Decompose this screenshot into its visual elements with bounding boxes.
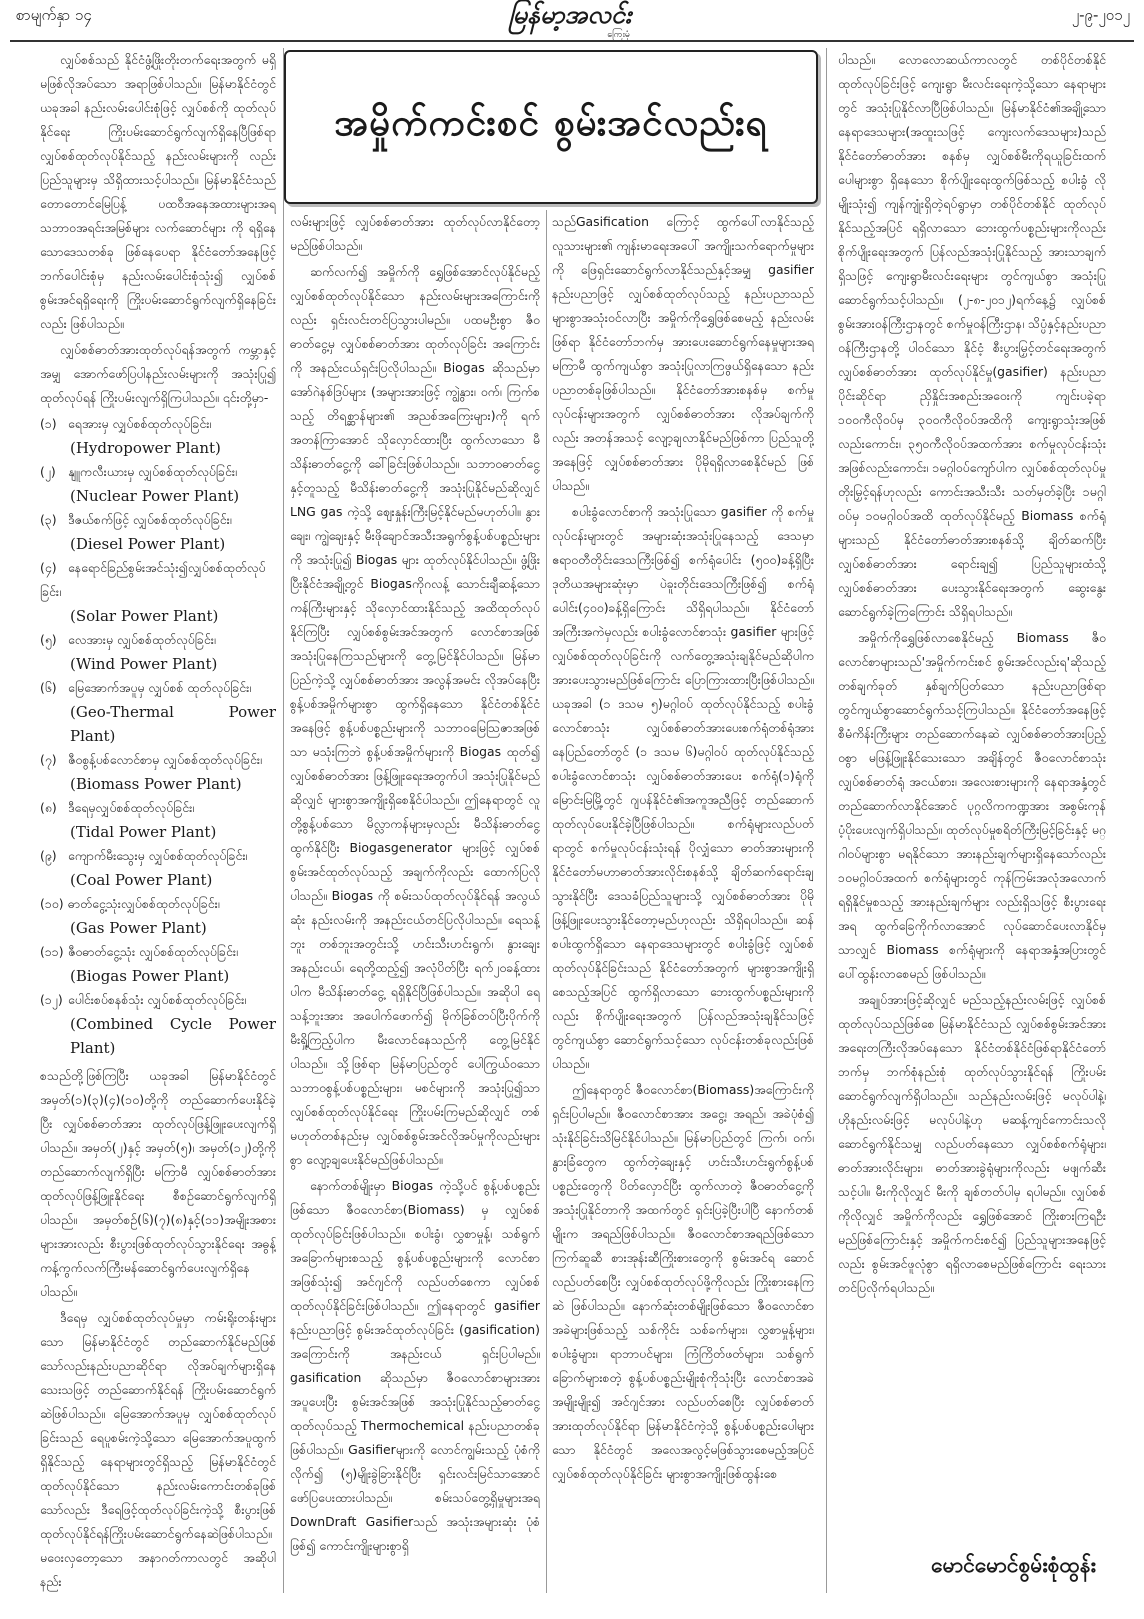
article-title: အမှိုက်ကင်းစင် စွမ်းအင်လည်းရ (334, 101, 768, 144)
power-plant-list (40, 412, 276, 1060)
article-title-box (284, 50, 818, 204)
list-item: (၄) နေရောင်ခြည်စွမ်းအင်သုံး၍လျှပ်စစ်ထုတ်လုပ်ခြင်း၊ (Solar Power Plant) (40, 560, 266, 625)
list-item: (၁) ရေအားမှ လျှပ်စစ်ထုတ်လုပ်ခြင်း၊ (Hydropower Plant) (40, 416, 221, 457)
masthead-logo (470, 0, 670, 40)
paragraph: ဆက်လက်၍ အမှိုက်ကို ရွှေဖြစ်အောင်လုပ်နိုင်မည့် လျှပ်စစ်ထုတ်လုပ်နိုင်သော နည်းလမ်းများအကြောင်းကိုလည်း ရှင်းလင်းတင်ပြသွားပါမည်။ ပထမဦးစွာ ဇီဝဓာတ်ငွေ့မှ လျှပ်စစ်ဓာတ်အား ထုတ်လုပ်ခြင်း အကြောင်းကို အနည်းငယ်ရှင်းပြလိုပါသည်။ Biogas ဆိုသည်မှာ အော်ဂဲနစ်ဒြပ်များ (အများအားဖြင့် ကျွဲနွား၊ ဝက်၊ ကြက်စသည့် တိရစ္ဆာန်များ၏ အညစ်အကြေးများ)ကို ရက်အတန်ကြာအောင် သိုလှောင်ထားပြီး ထွက်လာသော မီသိန်းဓာတ်ငွေ့ကို ခေါ်ခြင်းဖြစ်ပါသည်။ သဘာဝဓာတ်ငွေ့နှင့်တူသည့် မီသိန်းဓာတ်ငွေ့ကို အသုံးပြုနိုင်မည်ဆိုလျှင် LNG gas ကဲ့သို့ ဈေးနှုန်းကြီးမြင့်နိုင်မည်မဟုတ်ပါ။ နွားချေး၊ ကျွဲချေးနှင့် မီးဖိုချောင်အသီးအရွက်စွန့်ပစ်ပစ္စည်းများကို အသုံးပြု၍ Biogas များ ထုတ်လုပ်နိုင်ပါသည်။ ဖွံ့ဖြိုးပြီးနိုင်ငံအချို့တွင် Biogasကိုဂလန့် သောင်းချီဆန့်သော ကန်ကြီးများနှင့် သိုလှောင်ထားနိုင်သည့် အထိထုတ်လုပ်နိုင်ကြပြီး လျှပ်စစ်စွမ်းအင်အတွက် လောင်စာအဖြစ် အသုံးပြုနေကြသည်များကို တွေ့မြင်နိုင်ပါသည်။ မြန်မာပြည်ကဲ့သို့ လျှပ်စစ်ဓာတ်အား အလွန်အမင်း လိုအပ်နေပြီး စွန့်ပစ်အမှိုက်များစွာ ထွက်ရှိနေသော နိုင်ငံတစ်နိုင်ငံအနေဖြင့် စွန့်ပစ်ပစ္စည်းများကို သဘာဝမြေသြဇာအဖြစ်သာ မသုံးကြဘဲ စွန့်ပစ်အမှိုက်များကို Biogas ထုတ်၍ လျှပ်စစ်ဓာတ်အား ဖြန့်ဖြူးရေးအတွက်ပါ အသုံးပြုနိုင်မည်ဆိုလျှင် များစွာအကျိုးရှိစေနိုင်ပါသည်။ ဤနေရာတွင် လူတို့စွန့်ပစ်သော မိလ္လာကန်များမှလည်း မီသိန်းဓာတ်ငွေ့ထွက်နိုင်ပြီး Biogasgenerator များဖြင့် လျှပ်စစ်စွမ်းအင်ထုတ်လုပ်သည့် အချက်ကိုလည်း ထောက်ပြလိုပါသည်။ Biogas ကို စမ်းသပ်ထုတ်လုပ်နိုင်ရန် အလွယ်ဆုံး နည်းလမ်းကို အနည်းငယ်တင်ပြလိုပါသည်။ ရေသန့်ဘူး တစ်ဘူးအတွင်းသို့ ဟင်းသီးဟင်းရွက်၊ နွားချေးအနည်းငယ်၊ ရေတို့ထည့်၍ အလုံပိတ်ပြီး ရက်၂၀ခန့်ထားပါက မီသိန်းဓာတ်ငွေ့ ရရှိနိုင်ပြီဖြစ်ပါသည်။ အဆိုပါ ရေသန့်ဘူးအား အပေါက်ဖောက်၍ မိုက်ခြစ်တပ်ပြီးပိုက်ကိုမီးရှို့ကြည့်ပါက မီးလောင်နေသည်ကို တွေ့မြင်နိုင်ပါသည်။ သို့ဖြစ်ရာ မြန်မာပြည်တွင် ပေါကြွယ်ဝသော သဘာဝစွန့်ပစ်ပစ္စည်းများ၊ မစင်များကို အသုံးပြု၍သာ လျှပ်စစ်ထုတ်လုပ်နိုင်ရေး ကြိုးပမ်းကြမည်ဆိုလျှင် တစ်မဟုတ်တစ်နည်းမှ လျှပ်စစ်စွမ်းအင်လိုအပ်မှုကိုလည်းများစွာ လျော့ချပေးနိုင်မည်ဖြစ်ပါသည်။ (290, 264, 540, 1167)
paragraph: ဤနေရာတွင် ဇီဝလောင်စာ(Biomass)အကြောင်းကို ရှင်းပြပါမည်။ ဇီဝလောင်စာအား အငွေ့၊ အရည်၊ အခဲပုံစံ၍ သုံးနိုင်ခြင်းသိမြင်နိုင်ပါသည်။ မြန်မာပြည်တွင် ကြက်၊ ဝက်၊ နွားခြံတွေက ထွက်တဲ့ချေးနှင့် ဟင်းသီးဟင်းရွက်စွန့်ပစ်ပစ္စည်းတွေကို ပိတ်လှောင်ပြီး ထွက်လာတဲ့ ဇီဝဓာတ်ငွေ့ကိုအသုံးပြုနိုင်တာကို အထက်တွင် ရှင်းပြခဲ့ပြီးပါပြီ နောက်တစ်မျိုးက အရည်ဖြစ်ပါသည်။ ဇီဝလောင်စာအရည်ဖြစ်သော ကြက်ဆူဆီ စားအုန်းဆီကြိုးစားတွေကို စွမ်းအင်ရ ဆောင်လည်ပတ်စေပြီး လျှပ်စစ်ထုတ်လုပ်ဖို့ကိုလည်း ကြိုးစားနေကြဆဲ ဖြစ်ပါသည်။ နောက်ဆုံးတစ်မျိုးဖြစ်သော ဇီဝလောင်စာအခဲများဖြစ်သည့် သစ်ကိုင်း သစ်ခက်များ၊ လွှစာမှုန့်များ၊ စပါးခွံများ၊ ရာဘာပင်များ၊ ကြံကြိတ်ဖတ်များ၊ သစ်ရွက်ခြောက်များစတဲ့ စွန့်ပစ်ပစ္စည်းမျိုးစုံကိုသုံးပြီး လောင်စာအခဲအမျိုးမျိုး၍ အင်ဂျင်အား လည်ပတ်စေပြီး လျှပ်စစ်ဓာတ်အားထုတ်လုပ်နိုင်ရာ မြန်မာနိုင်ငံကဲ့သို့ စွန့်ပစ်ပစ္စည်းပေါများသော နိုင်ငံတွင် အလေအလွင့်မဖြစ်သွားစေမည့်အပြင် လျှပ်စစ်ထုတ်လုပ်နိုင်ခြင်း များစွာအကျိုးဖြစ်ထွန်းစေ (552, 1082, 814, 1481)
masthead-subtitle: ကြေးမုံ (607, 30, 630, 40)
masthead-title: မြန်မာ့အလင်း (508, 0, 632, 29)
column-divider (546, 210, 547, 1593)
article-column-4 (838, 48, 1106, 1538)
header-rule (10, 40, 1134, 42)
article-column-2 (290, 210, 540, 1593)
paragraph: စသည်တို့ဖြစ်ကြပြီး ယခုအခါ မြန်မာနိုင်ငံတွင် အမှတ်(၁)(၃)(၄)(၁၀)တို့ကို တည်ဆောက်ပေးနိုင်ခဲ့ပြီး လျှပ်စစ်ဓာတ်အား ထုတ်လုပ်ဖြန့်ဖြူးပေးလျက်ရှိပါသည်။ အမှတ်(၂)နှင့် အမှတ်(၅)၊ အမှတ်(၁၂)တို့ကို တည်ဆောက်လျက်ရှိပြီး မကြာမီ လျှပ်စစ်ဓာတ်အား ထုတ်လုပ်ဖြန့်ဖြူးနိုင်ရေး စီစဉ်ဆောင်ရွက်လျက်ရှိပါသည်။ အမှတ်စဉ်(၆)(၇)(၈)နှင့်(၁၁)အမျိုးအစားများအားလည်း စီးပွားဖြစ်ထုတ်လုပ်သွားနိုင်ရေး အဓွန့်ကန့်ကွက်လက်ကြီးမန်ဆောင်ရွက်ပေးလျက်ရှိနေပါသည်။ (40, 1068, 276, 1299)
paragraph: စပါးခွံလောင်စာကို အသုံးပြုသော gasifier ကို စက်မှုလုပ်ငန်းများတွင် အများဆုံးအသုံးပြုနေသည့် ဒေသမှာ ဧရာဝတီတိုင်းဒေသကြီးဖြစ်၍ စက်ရုံပေါင်း (၅၀၀)ခန့်ရှိပြီး ဒုတိယအများဆုံးမှာ ပဲခူးတိုင်းဒေသကြီးဖြစ်၍ စက်ရုံပေါင်း(၄၀၀)ခန့်ရှိကြောင်း သိရှိရပါသည်။ နိုင်ငံတော်အကြီးအကဲမှလည်း စပါးခွံလောင်စာသုံး gasifier များဖြင့် လျှပ်စစ်ထုတ်လုပ်ခြင်းကို လက်တွေ့အသုံးချနိုင်မည်ဆိုပါက အားပေးသွားမည်ဖြစ်ကြောင်း ပြောကြားထားပြီးဖြစ်ပါသည်။ ယခုအခါ (၁ ဒသမ ၅)မဂ္ဂါဝပ် ထုတ်လုပ်နိုင်သည့် စပါးခွံလောင်စာသုံး လျှပ်စစ်ဓာတ်အားပေးစက်ရုံတစ်ရုံအား နေပြည်တော်တွင် (၁ ဒသမ ၆)မဂ္ဂါဝပ် ထုတ်လုပ်နိုင်သည့် စပါးခွံလောင်စာသုံး လျှပ်စစ်ဓာတ်အားပေး စက်ရုံ(၁)ရုံကို မြောင်းမြမြို့တွင် ဂျပန်နိုင်ငံ၏အကူအညီဖြင့် တည်ဆောက်ထုတ်လုပ်ပေးနိုင်ခဲ့ပြီဖြစ်ပါသည်။ စက်ရုံများလည်ပတ်ရာတွင် စက်မှုလုပ်ငန်းသုံးရန် ပိုလျှံသော ဓာတ်အားများကို နိုင်ငံတော်မဟာဓာတ်အားလိုင်းစနစ်သို့ ချိတ်ဆက်ရောင်းချသွားနိုင်ပြီး ဒေသခံပြည်သူများသို့ လျှပ်စစ်ဓာတ်အား ပိုမိုဖြန့်ဖြူးပေးသွားနိုင်တော့မည်ဟုလည်း သိရှိရပါသည်။ ဆန်စပါးထွက်ရှိသော နေရာဒေသများတွင် စပါးခွံဖြင့် လျှပ်စစ်ထုတ်လုပ်နိုင်ခြင်းသည် နိုင်ငံတော်အတွက် များစွာအကျိုးရှိစေသည့်အပြင် ထွက်ရှိလာသော ဘေးထွက်ပစ္စည်းများကိုလည်း စိုက်ပျိုးရေးအတွက် ပြန်လည်အသုံးချနိုင်သဖြင့် တွင်ကျယ်စွာ ဆောင်ရွက်သင့်သော လုပ်ငန်းတစ်ခုလည်းဖြစ်ပါသည်။ (552, 504, 814, 1071)
list-item: (၇) ဇီဝစွန့်ပစ်လောင်စာမှ လျှပ်စစ်ထုတ်လုပ်ခြင်း၊ (Biomass Power Plant) (40, 752, 262, 793)
list-item: (၆) မြေအောက်အပူမှ လျှပ်စစ် ထုတ်လုပ်ခြင်း၊ (Geo-Thermal Power Plant) (40, 680, 276, 745)
list-item: (၃) ဒီဇယ်စက်ဖြင့် လျှပ်စစ်ထုတ်လုပ်ခြင်း၊ (Diesel Power Plant) (40, 512, 232, 553)
article-column-1 (40, 48, 276, 1593)
column-divider (826, 48, 827, 1593)
list-item: (၉) ကျောက်မီးသွေးမှ လျှပ်စစ်ထုတ်လုပ်ခြင်း၊ (Coal Power Plant) (40, 848, 248, 889)
article-column-3 (552, 210, 814, 1593)
paragraph: လျှပ်စစ်သည် နိုင်ငံဖွံ့ဖြိုးတိုးတက်ရေးအတွက် မရှိမဖြစ်လိုအပ်သော အရာဖြစ်ပါသည်။ မြန်မာနိုင်ငံတွင် ယခုအခါ နည်းလမ်းပေါင်းစုံဖြင့် လျှပ်စစ်ကို ထုတ်လုပ်နိုင်ရေး ကြိုးပမ်းဆောင်ရွက်လျက်ရှိနေပြီဖြစ်ရာ လျှပ်စစ်ထုတ်လုပ်နိုင်သည့် နည်းလမ်းများကို လည်း ပြည်သူများမှ သိရှိထားသင့်ပါသည်။ မြန်မာနိုင်ငံသည်တောတောင်မြေပြန့် ပထဝီအနေအထားများအရသဘာဝအရင်းအမြစ်များ လက်ဆောင်များ ကို ရရှိနေသောဒေသတစ်ခု ဖြစ်နေပေရာ နိုင်ငံတော်အနေဖြင့် ဘက်ပေါင်းစုံမှ နည်းလမ်းပေါင်းစုံသုံး၍ လျှပ်စစ်စွမ်းအင်ရရှိရေးကို ကြိုးပမ်းဆောင်ရွက်လျက်ရှိနေခြင်းလည်း ဖြစ်ပါသည်။ (40, 52, 276, 331)
paragraph: အမှိုက်ကိုရွှေဖြစ်လာစေနိုင်မည့် Biomass ဇီဝလောင်စာများသည်'အမှိုက်ကင်းစင် စွမ်းအင်လည်းရ'ဆိုသည့် တစ်ချက်ခုတ် နှစ်ချက်ပြတ်သော နည်းပညာဖြစ်ရာ တွင်ကျယ်စွာဆောင်ရွက်သင့်ကြပါသည်။ နိုင်ငံတော်အနေဖြင့် စီမံကိန်းကြီးများ တည်ဆောက်နေဆဲ လျှပ်စစ်ဓာတ်အားပြည့်ဝစွာ မဖြန့်ဖြူးနိုင်သေးသော အချိန်တွင် ဇီဝလောင်စာသုံး လျှပ်စစ်ဓာတ်ရုံ အငယ်စား၊ အလေးစားများကို နေရာအနှံ့တွင် တည်ဆောက်လာနိုင်အောင် ပုဂ္ဂလိကကဏ္ဍအား အစွမ်းကုန် ပံ့ပိုးပေးလျက်ရှိပါသည်။ ထုတ်လုပ်မှုစရိတ်ကြီးမြင့်ခြင်းနှင့် မဂ္ဂါဝပ်များစွာ မရနိုင်သော အားနည်းချက်များရှိနေသော်လည်း ၁၀မဂ္ဂါဝပ်အထက် စက်ရုံများတွင် ကုန်ကြမ်းအလုံအလောက်ရရှိနိုင်မှုစသည့် အားနည်းချက်များ လည်းရှိသဖြင့် စီးပွားရေးအရ ထွက်ခြေကိုက်လာအောင် လုပ်ဆောင်ပေးလာနိုင်မှသာလျှင် Biomass စက်ရုံများကို နေရာအနှံ့အပြားတွင် ပေါ်ထွန်းလာစေမည် ဖြစ်ပါသည်။ (838, 630, 1106, 981)
paragraph: အချုပ်အားဖြင့်ဆိုလျှင် မည်သည့်နည်းလမ်းဖြင့် လျှပ်စစ်ထုတ်လုပ်သည်ဖြစ်စေ မြန်မာနိုင်ငံသည် လျှပ်စစ်စွမ်းအင်အား အရေးတကြီးလိုအပ်နေသော နိုင်ငံတစ်နိုင်ငံဖြစ်ရာနိုင်ငံတော်ဘက်မှ ဘက်စုံနည်းစုံ ထုတ်လုပ်သွားနိုင်ရန် ကြိုးပမ်းဆောင်ရွက်လျက်ရှိပါသည်။ သည်နည်းလမ်းဖြင့် မလုပ်ပါနဲ့၊ ဟိုနည်းလမ်းဖြင့် မလုပ်ပါနဲ့ဟု မဆန့်ကျင်ကောင်းသလို ဆောင်ရွက်နိုင်သမျှ လည်ပတ်နေသော လျှပ်စစ်စက်ရုံများ၊ ဓာတ်အားလိုင်းများ၊ ဓာတ်အားခွဲရုံများကိုလည်း မဖျက်ဆီးသင့်ပါ။ မီးကိုလိုလျှင် မီးကို ချစ်တတ်ပါမှ ရပါမည်။ လျှပ်စစ်ကိုလိုလျှင် အမှိုက်ကိုလည်း ရွှေဖြစ်အောင် ကြိုးစားကြရဦးမည်ဖြစ်ကြောင်းနှင့် အမှိုက်ကင်းစင်၍ ပြည်သူများအနေဖြင့်လည်း စွမ်းအင်ဖူလုံစွာ ရရှိလာစေမည်ဖြစ်ကြောင်း ရေးသားတင်ပြလိုက်ရပါသည်။ (838, 992, 1106, 1295)
list-item: (၅) လေအားမှ လျှပ်စစ်ထုတ်လုပ်ခြင်း၊ (Wind Power Plant) (40, 632, 218, 673)
paragraph: ဒီရေမှ လျှပ်စစ်ထုတ်လုပ်မှုမှာ ကမ်းရိုးတန်းများသော မြန်မာနိုင်ငံတွင် တည်ဆောက်နိုင်မည်ဖြစ်သော်လည်းနည်းပညာဆိုင်ရာ လိုအပ်ချက်များရှိနေသေးသဖြင့် တည်ဆောက်နိုင်ရန် ကြိုးပမ်းဆောင်ရွက်ဆဲဖြစ်ပါသည်။ မြေအောက်အပူမှ လျှပ်စစ်ထုတ်လုပ်ခြင်းသည် ရေပူစမ်းကဲ့သို့သော မြေအောက်အပူထွက်ရှိနိုင်သည့် နေရာများတွင်ရှိသည့် မြန်မာနိုင်ငံတွင် ထုတ်လုပ်နိုင်သော နည်းလမ်းကောင်းတစ်ခုဖြစ်သော်လည်း ဒီရေဖြင့်ထုတ်လုပ်ခြင်းကဲ့သို့ စီးပွားဖြစ် ထုတ်လုပ်နိုင်ရန်ကြိုးပမ်းဆောင်ရွက်နေဆဲဖြစ်ပါသည်။ မဝေးလှတော့သော အနာဂတ်ကာလတွင် အဆိုပါ နည်း (40, 1310, 276, 1589)
issue-date: ၂-၉-၂၀၁၂ (1071, 6, 1130, 24)
list-item: (၂) နျူကလီးယားမှ လျှပ်စစ်ထုတ်လုပ်ခြင်း၊ (Nuclear Power Plant) (40, 464, 240, 505)
column-divider (283, 48, 284, 1593)
list-item: (၁၂) ပေါင်းစပ်စနစ်သုံး လျှပ်စစ်ထုတ်လုပ်ခြင်း၊ (Combined Cycle Power Plant) (40, 992, 276, 1057)
paragraph: ပါသည်။ လောလောဆယ်ကာလတွင် တစ်ပိုင်တစ်နိုင်ထုတ်လုပ်ခြင်းဖြင့် ကျေးရွာ မီးလင်းရေးကဲ့သို့သော နေရာများတွင် အသုံးပြုနိုင်လာပြီဖြစ်ပါသည်။ မြန်မာနိုင်ငံ၏အချို့သော နေရာဒေသများ(အထူးသဖြင့် ကျေးလက်ဒေသများ)သည် နိုင်ငံတော်ဓာတ်အား စနစ်မှ လျှပ်စစ်မီးကိုရယူခြင်းထက် ပေါများစွာ ရှိနေသော စိုက်ပျိုးရေးထွက်ဖြစ်သည့် စပါးခွံ လိုမျိုးသုံး၍ ကျန်ကျုံးရှိတဲ့ရပ်ရွာမှာ တစ်ပိုင်တစ်နိုင် ထုတ်လုပ်နိုင်သည့်အပြင် ရရှိလာသော ဘေးထွက်ပစ္စည်းများကိုလည်း စိုက်ပျိုးရေးအတွက် ပြန်လည်အသုံးပြုနိုင်သည့် အားသာချက်ရှိသဖြင့် ကျေးရွာမီးလင်းရေးများ တွင်ကျယ်စွာ အသုံးပြုဆောင်ရွက်သင့်ပါသည်။ (၂-၈-၂၀၁၂)ရက်နေ့၌ လျှပ်စစ်စွမ်းအားဝန်ကြီးဌာနတွင် စက်မှုဝန်ကြီးဌာန၊ သိပ္ပံနှင့်နည်းပညာဝန်ကြီးဌာနတို့ ပါဝင်သော နိုင်ငံ့ စီးပွားမြှင့်တင်ရေးအတွက် လျှပ်စစ်ဓာတ်အား ထုတ်လုပ်နိုင်မှု(gasifier) နည်းပညာပိုင်းဆိုင်ရာ ညှိနှိုင်းအစည်းအဝေးကို ကျင်းပခဲ့ရာ ၁၀၀ကီလိုဝပ်မှ ၃၀၀ကီလိုဝပ်အထိကို ကျေးရွာသုံးအဖြစ် လည်းကောင်း၊ ၃၅၀ကီလိုဝပ်အထက်အား စက်မှုလုပ်ငန်းသုံးအဖြစ်လည်းကောင်း၊ ၁မဂ္ဂါဝပ်ကျော်ပါက လျှပ်စစ်ထုတ်လုပ်မှုတိုးမြှင့်ရန်ဟုလည်း ကောင်းအသီးသီး သတ်မှတ်ခဲ့ပြီး ၁မဂ္ဂါဝပ်မှ ၁၀မဂ္ဂါဝပ်အထိ ထုတ်လုပ်နိုင်မည့် Biomass စက်ရုံများသည် နိုင်ငံတော်ဓာတ်အားစနစ်သို့ ချိတ်ဆက်ပြီး လျှပ်စစ်ဓာတ်အား ရောင်းချ၍ ပြည်သူများထံသို့ လျှပ်စစ်ဓာတ်အား ပေးသွားနိုင်ရေးအတွက် ဆွေးနွေးဆောင်ရွက်ခဲ့ကြကြောင်း သိရှိရပါသည်။ (838, 52, 1106, 619)
list-item: (၁၀) ဓာတ်ငွေ့သုံးလျှပ်စစ်ထုတ်လုပ်ခြင်း၊ (Gas Power Plant) (40, 896, 220, 937)
author-byline: မောင်မောင်စွမ်းစုံထွန်း (931, 1553, 1096, 1577)
paragraph: သည်Gasification ကြောင့် ထွက်ပေါ်လာနိုင်သည့် လူသားများ၏ ကျန်းမာရေးအပေါ် အကျိုးသက်ရောက်မှုများကို ဖြေရှင်းဆောင်ရွက်လာနိုင်သည်နှင့်အမျှ gasifier နည်းပညာဖြင့် လျှပ်စစ်ထုတ်လုပ်သည့် နည်းပညာသည် များစွာအသုံးဝင်လာပြီး အမှိုက်ကိုရွှေဖြစ်စေမည့် နည်းလမ်းဖြစ်ရာ နိုင်ငံတော်ဘက်မှ အားပေးဆောင်ရွက်နေမှုများအရ မကြာမီ ထွက်ကျယ်စွာ အသုံးပြုလာကြဖွယ်ရှိနေသော နည်းပညာတစ်ခုဖြစ်ပါသည်။ နိုင်ငံတော်အားစနစ်မှ စက်မှုလုပ်ငန်းများအတွက် လျှပ်စစ်ဓာတ်အား လိုအပ်ချက်ကိုလည်း အတန်အသင့် လျော့ချလာနိုင်မည်ဖြစ်ကာ ပြည်သူတို့အနေဖြင့် လျှပ်စစ်ဓာတ်အား ပိုမိုရရှိလာစေနိုင်မည် ဖြစ်ပါသည်။ (552, 214, 814, 493)
list-item: (၁၁) ဇီဝဓာတ်ငွေ့သုံး လျှပ်စစ်ထုတ်လုပ်ခြင်း၊ (Biogas Power Plant) (40, 944, 238, 985)
paragraph: နောက်တစ်မျိုးမှာ Biogas ကဲ့သို့ပင် စွန့်ပစ်ပစ္စည်းဖြစ်သော ဇီဝလောင်စာ(Biomass) မှ လျှပ်စစ်ထုတ်လုပ်ခြင်းဖြစ်ပါသည်။ စပါးခွံ၊ လွှစာမှုန့်၊ သစ်ရွက်အခြောက်များစသည့် စွန့်ပစ်ပစ္စည်းများကို လောင်စာအဖြစ်သုံး၍ အင်ဂျင်ကို လည်ပတ်စေကာ လျှပ်စစ်ထုတ်လုပ်နိုင်ခြင်းဖြစ်ပါသည်။ ဤနေရာတွင် gasifier နည်းပညာဖြင့် စွမ်းအင်ထုတ်လုပ်ခြင်း (gasification) အကြောင်းကို အနည်းငယ် ရှင်းပြပါမည်။ gasification ဆိုသည်မှာ ဇီဝလောင်စာများအား အပူပေးပြီး စွမ်းအင်အဖြစ် အသုံးပြုနိုင်သည့်ဓာတ်ငွေ့ထုတ်လုပ်သည့် Thermochemical နည်းပညာတစ်ခုဖြစ်ပါသည်။ Gasifierများကို လောင်ကျွမ်းသည့် ပုံစံကိုလိုက်၍ (၅)မျိုးခွဲခြားနိုင်ပြီး ရှင်းလင်းမြင်သာအောင် ဖော်ပြပေးထားပါသည်။ စမ်းသပ်တွေ့ရှိမှုများအရ DownDraft Gasifierသည် အသုံးအများဆုံး ပုံစံဖြစ်၍ ကောင်းကျိုးများစွာရှိ (290, 1178, 540, 1553)
paragraph: လမ်းများဖြင့် လျှပ်စစ်ဓာတ်အား ထုတ်လုပ်လာနိုင်တော့မည်ဖြစ်ပါသည်။ (290, 214, 540, 253)
list-item: (၈) ဒီရေမှလျှပ်စစ်ထုတ်လုပ်ခြင်း၊ (Tidal Power Plant) (40, 800, 217, 841)
paragraph: လျှပ်စစ်ဓာတ်အားထုတ်လုပ်ရန်အတွက် ကမ္ဘာနှင့်အမျှ အောက်ဖော်ပြပါနည်းလမ်းများကို အသုံးပြု၍ ထုတ်လုပ်ရန် ကြိုးပမ်းလျက်ရှိကြပါသည်။ ၎င်းတို့မှာ- (40, 342, 276, 405)
page-number: စာမျက်နှာ ၁၄ (16, 6, 92, 24)
